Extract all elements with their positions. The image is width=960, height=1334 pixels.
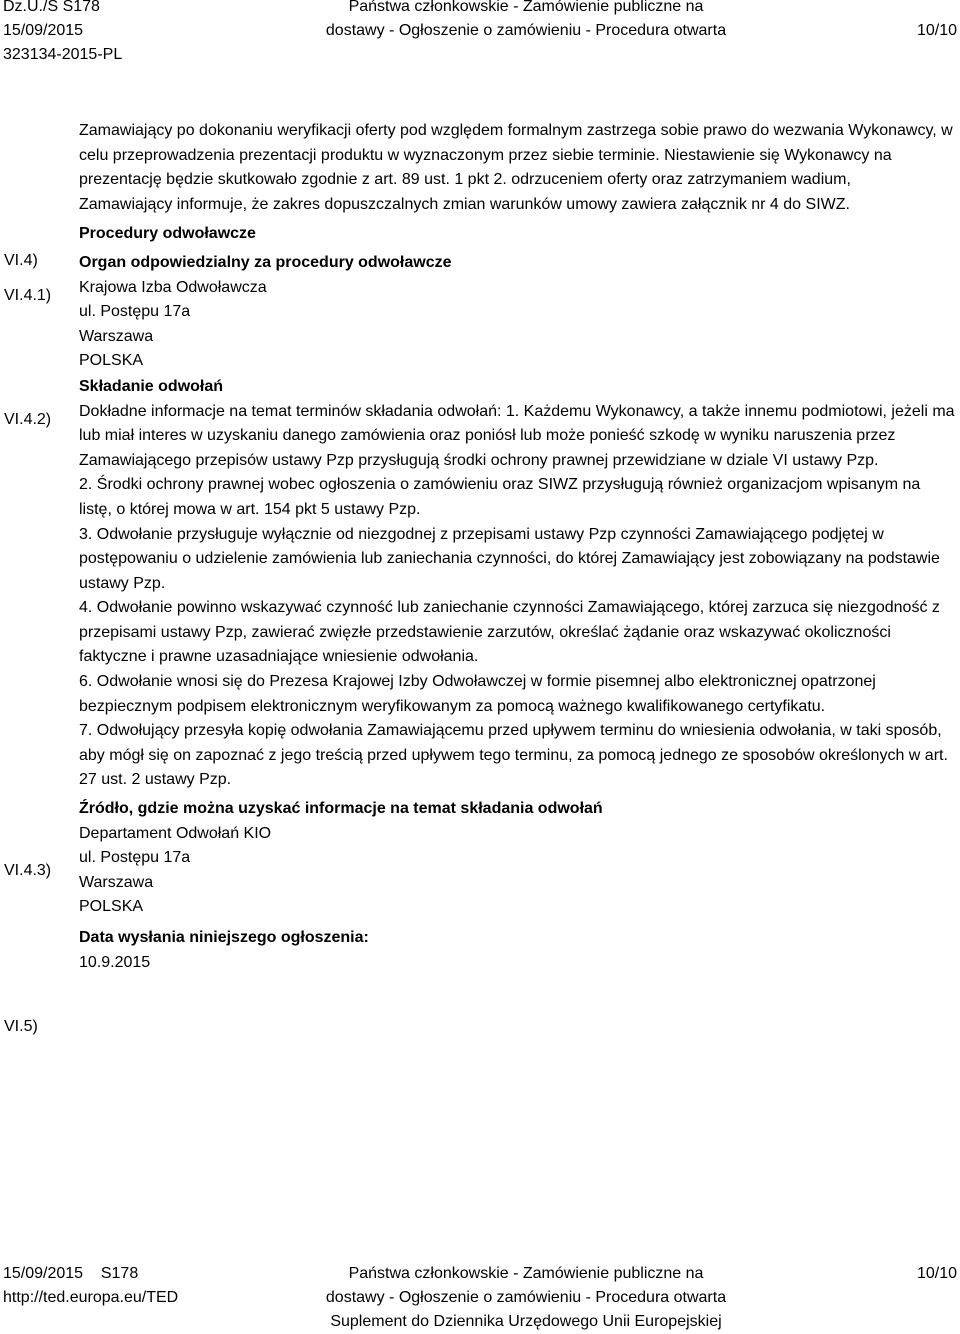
appeals-paragraph-1: Dokładne informacje na temat terminów składania odwołań: 1. Każdemu Wykonawcy, a także innemu podmiotowi, jeżeli ma lub miał interes w uzyskaniu danego zamówienia oraz poniósł lub może ponieść szkodę w wyniku naruszenia przez Zamawiającego przepisów ustawy Pzp przysługują środki ochrony prawnej przewidziane w dziale VI ustawy Pzp. <box>79 402 955 469</box>
appeals-paragraph-6: 6. Odwołanie wnosi się do Prezesa Krajowej Izby Odwoławczej w formie pisemnej albo elektronicznej opatrzonej bezpiecznym podpisem elektronicznym weryfikowanym za pomocą ważnego kwalifikowanego certyfikatu. <box>79 673 876 715</box>
appeals-paragraph-4: 4. Odwołanie powinno wskazywać czynność lub zaniechanie czynności Zamawiającego, której zarzuca się niezgodność z przepisami ustawy Pzp, zawierać zwięzłe przedstawienie zarzutów, określać żądanie oraz wskazywać okoliczności faktyczne i prawne uzasadniające wniesienie odwołania. <box>79 599 940 666</box>
header-title-line1: Państwa członkowskie - Zamówienie publiczne na <box>348 0 704 15</box>
heading-vi42: Składanie odwołań <box>79 377 224 395</box>
section-number-vi4: VI.4) <box>4 252 38 269</box>
address-line: Warszawa <box>79 327 154 345</box>
journal-ref: Dz.U./S S178 <box>3 0 100 15</box>
document-body <box>79 119 957 975</box>
header-title-line2: dostawy - Ogłoszenie o zamówieniu - Procedura otwarta <box>325 22 727 39</box>
address-line: POLSKA <box>79 352 144 370</box>
heading-vi5: Data wysłania niniejszego ogłoszenia: <box>79 929 369 946</box>
address-line: ul. Postępu 17a <box>79 849 191 867</box>
address-line: Krajowa Izba Odwoławcza <box>79 278 267 296</box>
address-line: Departament Odwołań KIO <box>79 824 272 842</box>
footer-title-line3: Suplement do Dziennika Urzędowego Unii Europejskiej <box>330 1313 722 1330</box>
footer-url: http://ted.europa.eu/TED <box>3 1289 179 1306</box>
section-number-vi41: VI.4.1) <box>4 287 52 304</box>
heading-vi41: Organ odpowiedzialny za procedury odwoławcze <box>79 253 452 271</box>
section-number-vi5: VI.5) <box>4 1018 38 1035</box>
appeals-paragraph-7: 7. Odwołujący przesyła kopię odwołania Zamawiającemu przed upływem terminu do wniesienia odwołania, w taki sposób, aby mógł się on zapoznać z jego treścią przed upływem tego terminu, za pomocą jednego ze sposobów określonych w art. 27 ust. 2 ustawy Pzp. <box>79 722 948 789</box>
info-source-address <box>79 822 957 920</box>
footer-page-number: 10/10 <box>916 1265 957 1282</box>
dispatch-date: 10.9.2015 <box>79 953 151 971</box>
footer-title-line1: Państwa członkowskie - Zamówienie publiczne na <box>348 1265 704 1282</box>
appeals-paragraph-2: 2. Środki ochrony prawnej wobec ogłoszenia o zamówieniu oraz SIWZ przysługują również organizacjom wpisanym na listę, o której mowa w art. 154 pkt 5 ustawy Pzp. <box>79 476 921 518</box>
footer-date: 15/09/2015 <box>3 1265 84 1282</box>
appeals-paragraph-3: 3. Odwołanie przysługuje wyłącznie od niezgodnej z przepisami ustawy Pzp czynności Zamawiającego podjętej w postępowaniu o udzielenie zamówienia lub zaniechania czynności, do której Zamawiający jest zobowiązany na podstawie ustawy Pzp. <box>79 525 940 592</box>
heading-vi43: Źródło, gdzie można uzyskać informacje na temat składania odwołań <box>79 800 603 818</box>
footer-date-issue <box>3 1262 178 1286</box>
footer-issue: S178 <box>100 1265 139 1282</box>
header-left <box>3 0 122 67</box>
page-footer <box>0 1262 960 1334</box>
header-page-number: 10/10 <box>916 22 957 39</box>
section-number-vi42: VI.4.2) <box>4 411 52 428</box>
page-header <box>0 0 960 72</box>
heading-vi4: Procedury odwoławcze <box>79 225 256 243</box>
footer-left <box>3 1262 178 1310</box>
intro-paragraph-1: Zamawiający po dokonaniu weryfikacji oferty pod względem formalnym zastrzega sobie prawo do wezwania Wykonawcy, w celu przeprowadzenia prezentacji produktu w wyznaczonym przez siebie terminie. Niestawienie się Wykonawcy na prezentację będzie skutkowało zgodnie z art. 89 ust. 1 pkt 2. odrzuceniem oferty oraz zatrzymaniem wadium, <box>79 122 953 189</box>
address-line: POLSKA <box>79 898 144 916</box>
address-line: ul. Postępu 17a <box>79 303 191 321</box>
header-date: 15/09/2015 <box>3 22 84 39</box>
address-line: Warszawa <box>79 873 154 891</box>
review-body-address <box>79 276 957 374</box>
doc-number: 323134-2015-PL <box>3 46 123 63</box>
intro-paragraph-2: Zamawiający informuje, że zakres dopuszczalnych zmian warunków umowy zawiera załącznik nr 4 do SIWZ. <box>79 195 850 213</box>
footer-title-line2: dostawy - Ogłoszenie o zamówieniu - Procedura otwarta <box>325 1289 727 1306</box>
footer-title <box>300 1262 752 1334</box>
section-number-vi43: VI.4.3) <box>4 862 52 879</box>
header-title <box>300 0 752 67</box>
